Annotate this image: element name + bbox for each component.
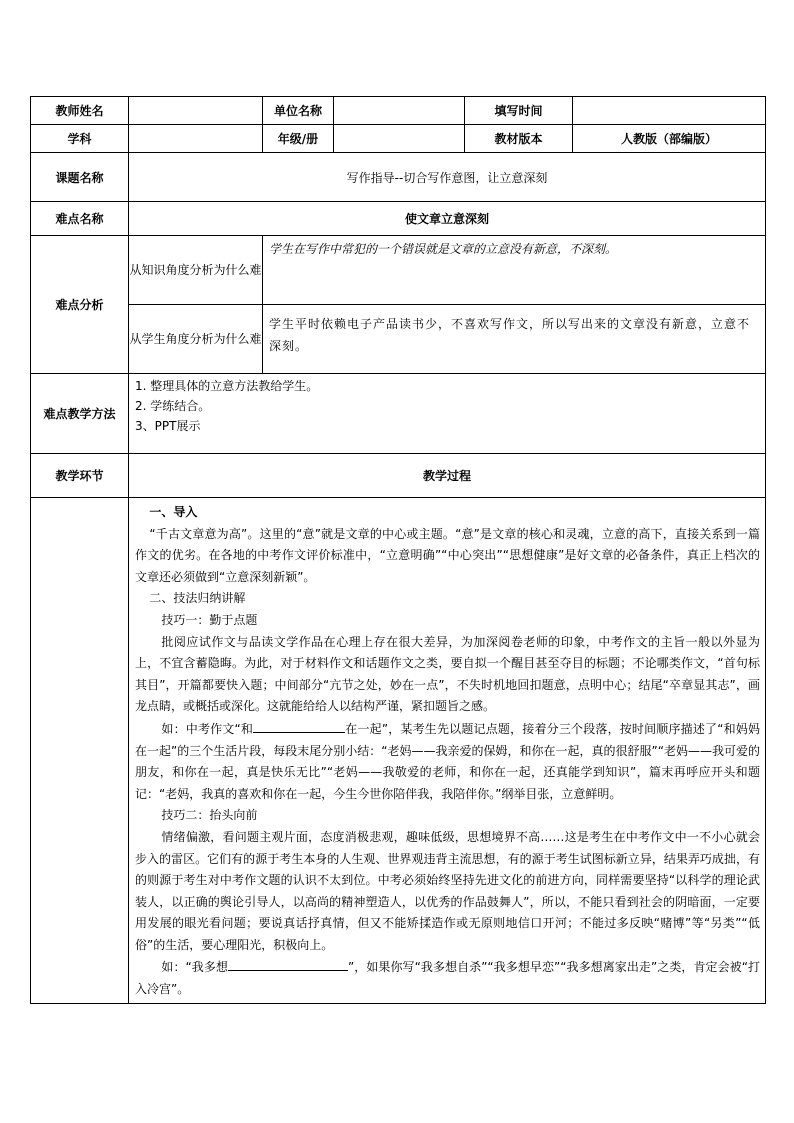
skills-heading: 二、技法归纳讲解 — [149, 591, 246, 606]
method-item: 3、PPT展示 — [135, 419, 201, 433]
topic-value[interactable]: 写作指导--切合写作意图，让立意深刻 — [129, 153, 766, 202]
example2-lead: 如：“我多想 — [161, 960, 228, 975]
method-item: 1. 整理具体的立意方法教给学生。 — [135, 379, 319, 393]
skill1-paragraph: 批阅应试作文与品读文学作品在心理上存在很大差异，为加深阅卷老师的印象，中考作文的主旨一般以外显为上，不宜含蓄隐晦。为此，对于材料作文和话题作文之类，要自拟一个醒目甚至夺目的标题；不论哪类作文，“首句标其目”，开篇都要快入题；中间部分“亢节之处，妙在一点”，不失时机地回扣题意，点明中心；结尾“卒章显其志”，画龙点睛，或概括或深化。这就能给给人以结构严谨，紧扣题旨之感。 — [135, 634, 760, 714]
header-row-1 — [31, 97, 766, 125]
teacher-name-value[interactable] — [129, 97, 263, 125]
process-header-row — [31, 454, 766, 498]
knowledge-angle-text[interactable]: 学生在写作中常犯的一个错误就是文章的立意没有新意，不深刻。 — [263, 236, 766, 305]
grade-label: 年级/册 — [263, 125, 334, 153]
topic-row — [31, 153, 766, 202]
skill2-paragraph: 情绪偏激，看问题主观片面，态度消极悲观，趣味低级，思想境界不高……这是考生在中考作文中一不小心就会步入的雷区。它们有的源于考生本身的人生观、世界观违背主流思想，有的源于考生试图标新立异，结果弄巧成拙，有的则源于考生对中考作文题的认识不太到位。中考必须始终坚持先进文化的前进方向，同样需要坚持“以科学的理论武装人，以正确的舆论引导人，以高尚的精神塑造人，以优秀的作品鼓舞人”，所以，不能只看到社会的阴暗面，一定要用发展的眼光看问题；要说真话抒真情，但又不能矫揉造作或无原则地信口开河；不能过多反映“赌博”等“另类”“低俗”的生活，要心理阳光，积极向上。 — [135, 829, 760, 952]
process-content-row — [31, 498, 766, 1004]
example2-rest: ”，如果你写“我多想自杀”“我多想早恋”“我多想离家出走”之类，肯定会被“打入冷宫”。 — [135, 960, 760, 997]
textbook-value[interactable]: 人教版（部编版） — [573, 125, 766, 153]
fill-time-value[interactable] — [573, 97, 766, 125]
student-angle-label: 从学生角度分析为什么难 — [129, 305, 263, 374]
skill1-title: 技巧一：勤于点题 — [161, 612, 258, 627]
knowledge-angle-label: 从知识角度分析为什么难 — [129, 236, 263, 305]
example1-rest: 在一起”，某考生先以题记点题，接着分三个段落，按时间顺序描述了“和妈妈在一起”的三个生活片段，每段末尾分别小结：“老妈——我亲爱的保姆，和你在一起，真的很舒服”“老妈——我可爱的朋友，和你在一起，真是快乐无比”“老妈——我敬爱的老师，和你在一起，还真能学到知识”，篇末再呼应开头和题记：“老妈，我真的喜欢和你在一起，今生今世你陪伴我，我陪伴你。”纲举目张，立意鲜明。 — [135, 721, 761, 801]
difficulty-row — [31, 202, 766, 236]
methods-row — [31, 374, 766, 454]
analysis-row-2 — [31, 305, 766, 374]
subject-label: 学科 — [31, 125, 129, 153]
teaching-process-content[interactable] — [129, 498, 766, 1004]
example1-paragraph — [135, 718, 760, 805]
teaching-process-label: 教学过程 — [129, 454, 766, 498]
skill2-title: 技巧二：抬头向前 — [161, 808, 258, 823]
difficulty-label: 难点名称 — [31, 202, 129, 236]
blank-underline — [253, 718, 345, 733]
textbook-label: 教材版本 — [465, 125, 573, 153]
method-item: 2. 学练结合。 — [135, 399, 211, 413]
topic-label: 课题名称 — [31, 153, 129, 202]
blank-underline — [228, 956, 348, 971]
methods-label: 难点教学方法 — [31, 374, 129, 454]
analysis-row-1 — [31, 236, 766, 305]
difficulty-value[interactable]: 使文章立意深刻 — [129, 202, 766, 236]
subject-value[interactable] — [129, 125, 263, 153]
fill-time-label: 填写时间 — [465, 97, 573, 125]
grade-value[interactable] — [334, 125, 465, 153]
header-row-2 — [31, 125, 766, 153]
student-angle-text[interactable]: 学生平时依赖电子产品读书少，不喜欢写作文，所以写出来的文章没有新意，立意不深刻。 — [263, 305, 766, 374]
teaching-stage-cell — [31, 498, 129, 1004]
methods-list[interactable] — [129, 374, 766, 454]
analysis-label: 难点分析 — [31, 236, 129, 374]
intro-heading: 一、导入 — [149, 505, 198, 519]
teacher-name-label: 教师姓名 — [31, 97, 129, 125]
intro-paragraph: “千古文章意为高”。这里的“意”就是文章的中心或主题。“意”是文章的核心和灵魂，立意的高下，直接关系到一篇作文的优劣。在各地的中考作文评价标准中，“立意明确”“中心突出”“思想健康”是好文章的必备条件，真正上档次的文章还必须做到“立意深刻新颖”。 — [135, 526, 760, 584]
lesson-plan-table — [30, 96, 766, 1004]
unit-name-label: 单位名称 — [263, 97, 334, 125]
example1-lead: 如：中考作文“和 — [161, 721, 254, 736]
example2-paragraph — [135, 956, 760, 1000]
teaching-stage-label: 教学环节 — [31, 454, 129, 498]
unit-name-value[interactable] — [334, 97, 465, 125]
